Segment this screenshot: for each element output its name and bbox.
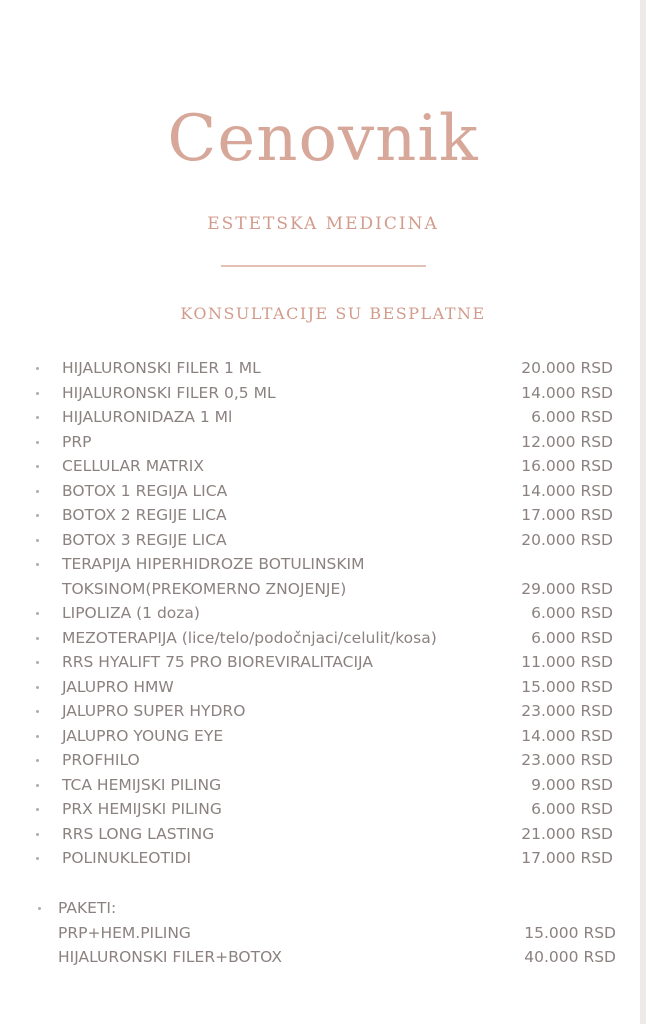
bullet-icon	[36, 392, 39, 395]
item-name: TERAPIJA HIPERHIDROZE BOTULINSKIM	[62, 555, 365, 573]
list-item	[0, 848, 646, 873]
bullet-icon	[36, 416, 39, 419]
bullet-icon	[36, 367, 39, 370]
package-price: 40.000 RSD	[524, 948, 616, 966]
item-price: 23.000 RSD	[521, 751, 613, 769]
bullet-icon	[36, 710, 39, 713]
item-price: 29.000 RSD	[521, 579, 613, 598]
item-name: JALUPRO HMW	[62, 677, 174, 696]
list-item-continuation	[0, 579, 646, 604]
list-item	[0, 652, 646, 677]
price-list	[0, 358, 646, 873]
item-name: PRX HEMIJSKI PILING	[62, 800, 222, 818]
item-price: 23.000 RSD	[521, 702, 613, 720]
list-item	[0, 554, 646, 579]
item-price: 14.000 RSD	[521, 481, 613, 500]
bullet-icon	[36, 490, 39, 493]
list-item	[0, 505, 646, 530]
item-price: 11.000 RSD	[521, 653, 613, 671]
item-name: HIJALURONSKI FILER 0,5 ML	[62, 383, 276, 402]
item-price: 20.000 RSD	[521, 530, 613, 549]
item-name: BOTOX 3 REGIJE LICA	[62, 530, 227, 549]
bullet-icon	[36, 441, 39, 444]
list-item	[0, 456, 646, 481]
item-price: 15.000 RSD	[521, 677, 613, 696]
item-name: PROFHILO	[62, 751, 140, 769]
bullet-icon	[38, 907, 41, 910]
bullet-icon	[36, 465, 39, 468]
list-item	[0, 701, 646, 726]
bullet-icon	[36, 808, 39, 811]
divider	[221, 265, 426, 267]
item-name: TCA HEMIJSKI PILING	[62, 775, 222, 794]
page-title: Cenovnik	[167, 102, 479, 176]
bullet-icon	[36, 612, 39, 615]
list-item	[0, 603, 646, 628]
bullet-icon	[36, 857, 39, 860]
item-price: 21.000 RSD	[521, 824, 613, 843]
list-item	[0, 358, 646, 383]
package-price: 15.000 RSD	[524, 923, 616, 942]
item-name: BOTOX 2 REGIJE LICA	[62, 506, 227, 524]
item-name: RRS HYALIFT 75 PRO BIOREVIRALITACIJA	[62, 653, 373, 671]
list-item	[0, 407, 646, 432]
packages-section	[0, 898, 646, 972]
package-name: HIJALURONSKI FILER+BOTOX	[58, 948, 282, 966]
item-name: CELLULAR MATRIX	[62, 457, 204, 475]
item-name: MEZOTERAPIJA (lice/telo/podočnjaci/celulit/kosa)	[62, 628, 437, 647]
item-name: HIJALURONSKI FILER 1 ML	[62, 359, 261, 377]
bullet-icon	[36, 637, 39, 640]
package-item	[0, 947, 646, 972]
list-item	[0, 628, 646, 653]
item-price: 12.000 RSD	[521, 432, 613, 451]
list-item	[0, 432, 646, 457]
packages-label: PAKETI:	[58, 899, 117, 917]
item-name: RRS LONG LASTING	[62, 824, 215, 843]
list-item	[0, 799, 646, 824]
package-item	[0, 923, 646, 948]
item-name: POLINUKLEOTIDI	[62, 849, 192, 867]
list-item	[0, 824, 646, 849]
item-price: 17.000 RSD	[521, 506, 613, 524]
item-price: 16.000 RSD	[521, 457, 613, 475]
item-price: 20.000 RSD	[521, 359, 613, 377]
item-price: 6.000 RSD	[531, 628, 613, 647]
bullet-icon	[36, 686, 39, 689]
list-item	[0, 726, 646, 751]
item-name: TOKSINOM(PREKOMERNO ZNOJENJE)	[62, 579, 347, 598]
item-price: 6.000 RSD	[531, 408, 613, 426]
item-price: 6.000 RSD	[531, 604, 613, 622]
bullet-icon	[36, 539, 39, 542]
list-item	[0, 775, 646, 800]
item-price: 17.000 RSD	[521, 849, 613, 867]
consultation-note: KONSULTACIJE SU BESPLATNE	[180, 304, 486, 323]
item-price: 14.000 RSD	[521, 383, 613, 402]
item-price: 9.000 RSD	[531, 775, 613, 794]
bullet-icon	[36, 661, 39, 664]
item-name: JALUPRO YOUNG EYE	[62, 726, 224, 745]
packages-heading	[0, 898, 646, 923]
bullet-icon	[36, 514, 39, 517]
bullet-icon	[36, 563, 39, 566]
bullet-icon	[36, 784, 39, 787]
item-name: PRP	[62, 432, 92, 451]
list-item	[0, 383, 646, 408]
bullet-icon	[36, 735, 39, 738]
page-subtitle: ESTETSKA MEDICINA	[207, 214, 439, 234]
package-name: PRP+HEM.PILING	[58, 923, 191, 942]
list-item	[0, 677, 646, 702]
bullet-icon	[36, 833, 39, 836]
item-name: JALUPRO SUPER HYDRO	[62, 702, 246, 720]
item-price: 6.000 RSD	[531, 800, 613, 818]
item-price: 14.000 RSD	[521, 726, 613, 745]
list-item	[0, 530, 646, 555]
list-item	[0, 750, 646, 775]
item-name: BOTOX 1 REGIJA LICA	[62, 481, 228, 500]
bullet-icon	[36, 759, 39, 762]
item-name: LIPOLIZA (1 doza)	[62, 604, 200, 622]
list-item	[0, 481, 646, 506]
item-name: HIJALURONIDAZA 1 Ml	[62, 408, 233, 426]
